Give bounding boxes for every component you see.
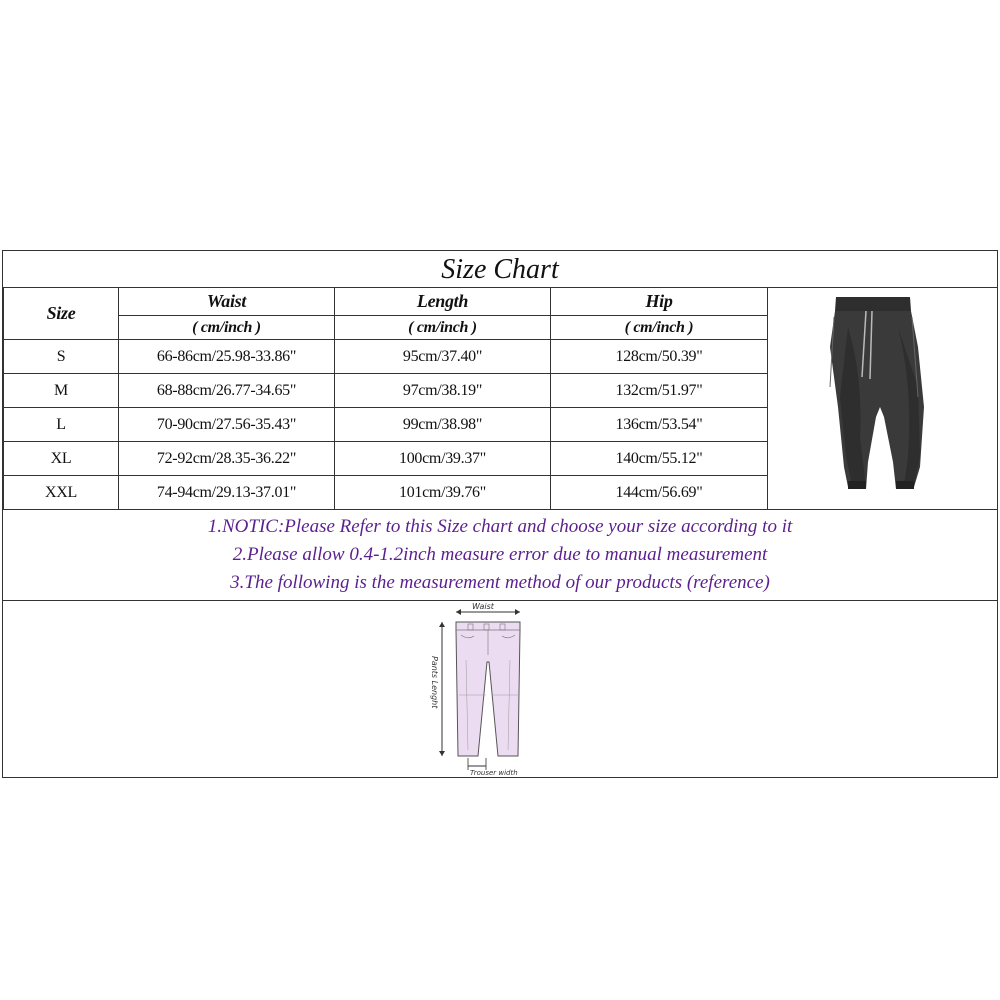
hip-unit: ( cm/inch ) xyxy=(551,316,768,340)
length-unit: ( cm/inch ) xyxy=(335,316,551,340)
table-row xyxy=(4,442,768,476)
size-cell: XL xyxy=(4,442,119,476)
hip-cell: 136cm/53.54" xyxy=(551,408,768,442)
size-cell: M xyxy=(4,374,119,408)
length-column-header: Length xyxy=(335,288,551,316)
waist-cell: 70-90cm/27.56-35.43" xyxy=(119,408,335,442)
length-cell: 95cm/37.40" xyxy=(335,340,551,374)
product-image xyxy=(767,287,999,509)
hip-cell: 140cm/55.12" xyxy=(551,442,768,476)
note-3: 3.The following is the measurement method of our products (reference) xyxy=(230,572,770,593)
waist-cell: 68-88cm/26.77-34.65" xyxy=(119,374,335,408)
hip-cell: 144cm/56.69" xyxy=(551,476,768,510)
length-cell: 100cm/39.37" xyxy=(335,442,551,476)
length-cell: 97cm/38.19" xyxy=(335,374,551,408)
waist-column-header: Waist xyxy=(119,288,335,316)
size-cell: L xyxy=(4,408,119,442)
table-row xyxy=(4,408,768,442)
pants-outline-icon xyxy=(428,600,540,778)
notes-section xyxy=(3,509,997,601)
waist-label: Waist xyxy=(472,602,494,611)
chart-title: Size Chart xyxy=(3,251,997,288)
harem-pants-image xyxy=(768,287,1000,509)
waist-unit: ( cm/inch ) xyxy=(119,316,335,340)
measurement-diagram xyxy=(428,600,540,778)
size-table xyxy=(3,287,768,510)
waist-cell: 74-94cm/29.13-37.01" xyxy=(119,476,335,510)
width-label: Trouser width xyxy=(470,769,518,777)
length-cell: 101cm/39.76" xyxy=(335,476,551,510)
length-cell: 99cm/38.98" xyxy=(335,408,551,442)
hip-cell: 128cm/50.39" xyxy=(551,340,768,374)
note-1: 1.NOTIC:Please Refer to this Size chart and choose your size according to it xyxy=(207,516,793,537)
table-row xyxy=(4,374,768,408)
size-cell: XXL xyxy=(4,476,119,510)
hip-column-header: Hip xyxy=(551,288,768,316)
waist-cell: 72-92cm/28.35-36.22" xyxy=(119,442,335,476)
size-column-header: Size xyxy=(4,288,119,340)
waist-cell: 66-86cm/25.98-33.86" xyxy=(119,340,335,374)
table-row xyxy=(4,340,768,374)
hip-cell: 132cm/51.97" xyxy=(551,374,768,408)
size-cell: S xyxy=(4,340,119,374)
length-label: Pants Lenght xyxy=(430,656,439,709)
table-row xyxy=(4,476,768,510)
note-2: 2.Please allow 0.4-1.2inch measure error due to manual measurement xyxy=(232,544,768,565)
